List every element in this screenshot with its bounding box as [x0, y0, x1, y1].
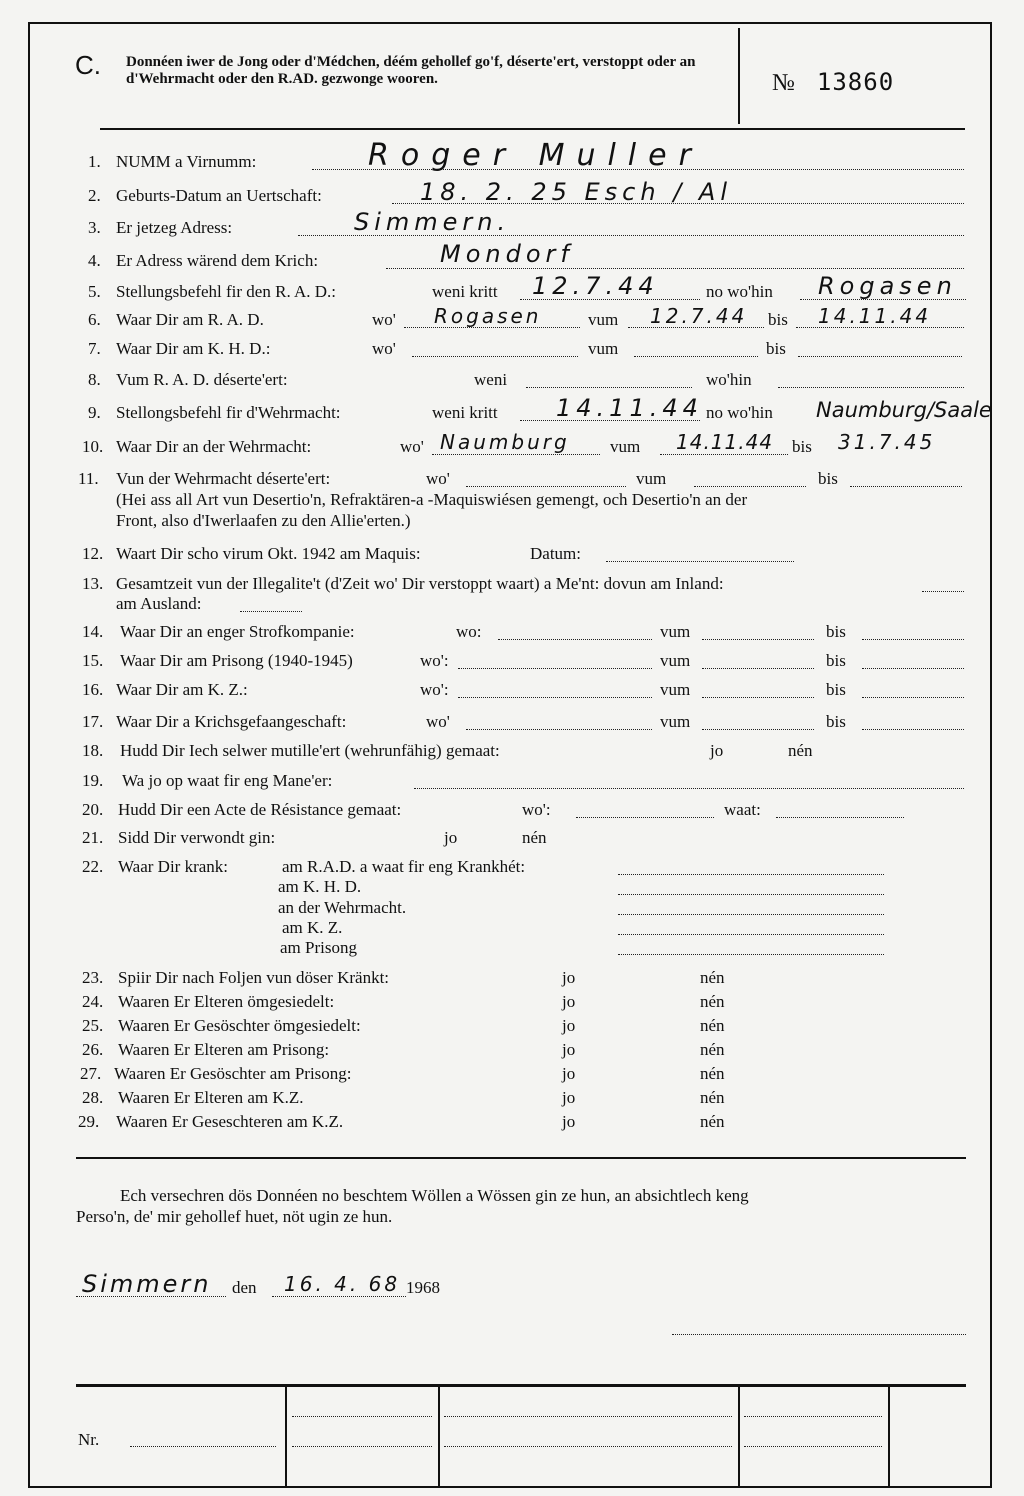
- number-prefix: №: [772, 70, 796, 96]
- kz-from-field[interactable]: [702, 697, 814, 698]
- rad-order-date-value: 12.7.44: [532, 272, 659, 300]
- siblings-resettled-label: Waaren Er Gesöschter ömgesiedelt:: [118, 1016, 361, 1035]
- footer-cell-field[interactable]: [744, 1416, 882, 1417]
- whereto-label: no wo'hin: [706, 282, 773, 301]
- to-label: bis: [792, 437, 812, 456]
- illegality-label: Gesamtzeit vun der Illegalite't (d'Zeit wo' Dir verstoppt waart) a Me'nt: dovun am Inland:: [116, 574, 724, 593]
- nr-field[interactable]: [130, 1446, 276, 1447]
- pow-where-field[interactable]: [466, 729, 652, 730]
- yes-option[interactable]: jo: [444, 828, 458, 847]
- khd-from-field[interactable]: [634, 356, 758, 357]
- footer-divider: [888, 1386, 890, 1486]
- manner-label: Wa jo op waat fir eng Mane'er:: [122, 771, 333, 790]
- no-option[interactable]: nén: [700, 1088, 725, 1107]
- footer-divider: [438, 1386, 440, 1486]
- row-number: 24.: [82, 992, 104, 1011]
- rad-desert-whereto-field[interactable]: [778, 387, 964, 388]
- rad-where-value: Rogasen: [434, 304, 542, 328]
- row-number: 9.: [88, 403, 101, 422]
- yes-option[interactable]: jo: [562, 1040, 576, 1059]
- row-number: 21.: [82, 828, 104, 847]
- rad-to-value: 14.11.44: [818, 304, 932, 328]
- from-label: vum: [636, 469, 667, 488]
- row-number: 2.: [88, 186, 101, 205]
- no-option[interactable]: nén: [700, 1112, 725, 1131]
- to-label: bis: [768, 310, 788, 329]
- illness-khd-label: am K. H. D.: [278, 877, 362, 896]
- birth-value: 18. 2. 25 Esch / Al: [420, 178, 732, 206]
- siblings-kz-label: Waaren Er Geseschteren am K.Z.: [116, 1112, 344, 1131]
- row-number: 29.: [78, 1112, 100, 1131]
- declaration-line1: Ech versechren dös Donnéen no beschtem Wöllen a Wössen gin ze hun, an absichtlech keng: [120, 1186, 749, 1205]
- resistance-label: Hudd Dir een Acte de Résistance gemaat:: [118, 800, 402, 819]
- maquis-label: Waart Dir scho virum Okt. 1942 am Maquis:: [116, 544, 421, 563]
- khd-where-field[interactable]: [412, 356, 578, 357]
- illness-wehrmacht-field[interactable]: [618, 914, 884, 915]
- row-number: 8.: [88, 370, 101, 389]
- no-option[interactable]: nén: [700, 1064, 725, 1083]
- rad-desert-when-field[interactable]: [526, 387, 692, 388]
- illness-prison-field[interactable]: [618, 954, 884, 955]
- row-number: 22.: [82, 857, 104, 876]
- row-number: 25.: [82, 1016, 104, 1035]
- penal-from-field[interactable]: [702, 639, 814, 640]
- whereto-label: no wo'hin: [706, 403, 773, 422]
- yes-option[interactable]: jo: [562, 992, 576, 1011]
- wehrmacht-order-label: Stellongsbefehl fir d'Wehrmacht:: [116, 403, 341, 422]
- resistance-what-field[interactable]: [776, 817, 904, 818]
- yes-option[interactable]: jo: [562, 1064, 576, 1083]
- penal-where-field[interactable]: [498, 639, 652, 640]
- from-label: vum: [660, 712, 691, 731]
- illegality-abroad-field[interactable]: [240, 611, 302, 612]
- form-number: [772, 68, 894, 97]
- header-text: Donnéen iwer de Jong oder d'Médchen, déém gehollef go'f, déserte'ert, verstoppt oder an d'Wehrmacht oder den R.AD. gezwonge wooren.: [126, 54, 696, 87]
- siblings-prison-label: Waaren Er Gesöschter am Prisong:: [114, 1064, 352, 1083]
- row-number: 11.: [78, 469, 99, 488]
- wehrmacht-where-value: Naumburg: [440, 430, 570, 454]
- header-divider: [738, 28, 740, 124]
- footer-cell-field[interactable]: [292, 1446, 432, 1447]
- to-label: bis: [766, 339, 786, 358]
- footer-cell-field[interactable]: [744, 1446, 882, 1447]
- yes-option[interactable]: jo: [562, 1112, 576, 1131]
- penal-company-label: Waar Dir an enger Strofkompanie:: [120, 622, 355, 641]
- number-value: 13860: [816, 68, 895, 96]
- rad-order-place-value: Rogasen: [818, 272, 957, 300]
- illness-kz-field[interactable]: [618, 934, 884, 935]
- where-label: wo':: [522, 800, 551, 819]
- illness-kz-label: am K. Z.: [282, 918, 343, 937]
- row-number: 6.: [88, 310, 101, 329]
- wehrmacht-desert-to-field[interactable]: [850, 486, 962, 487]
- date-label: Datum:: [530, 544, 581, 563]
- no-option[interactable]: nén: [700, 1040, 725, 1059]
- pow-to-field[interactable]: [862, 729, 964, 730]
- consequences-label: Spiir Dir nach Foljen vun döser Kränkt:: [118, 968, 390, 987]
- row-number: 28.: [82, 1088, 104, 1107]
- desertion-note-line2: Front, also d'Iwerlaafen zu den Allie'erten.): [116, 511, 411, 530]
- footer-cell-field[interactable]: [292, 1416, 432, 1417]
- footer-cell-field[interactable]: [444, 1416, 732, 1417]
- maquis-date-field[interactable]: [606, 561, 794, 562]
- address-label: Er jetzeg Adress:: [116, 218, 233, 237]
- received-label: weni kritt: [432, 403, 498, 422]
- prison-from-field[interactable]: [702, 668, 814, 669]
- year-label: 1968: [406, 1278, 440, 1297]
- to-label: bis: [826, 680, 846, 699]
- to-label: bis: [826, 622, 846, 641]
- parents-kz-label: Waaren Er Elteren am K.Z.: [118, 1088, 304, 1107]
- name-label: NUMM a Virnumm:: [116, 152, 257, 171]
- war-address-label: Er Adress wärend dem Krich:: [116, 251, 319, 270]
- war-address-field[interactable]: [386, 268, 964, 269]
- date-field[interactable]: [272, 1296, 406, 1297]
- birth-label: Geburts-Datum an Uertschaft:: [116, 186, 322, 205]
- desertion-note-line1: (Hei ass all Art vun Desertio'n, Refraktären-a -Maquiswiésen gemengt, och Desertio'n an der: [116, 490, 748, 509]
- to-label: bis: [826, 651, 846, 670]
- pow-label: Waar Dir a Krichsgefaangeschaft:: [116, 712, 347, 731]
- row-number: 26.: [82, 1040, 104, 1059]
- declaration-line2: Perso'n, de' mir gehollef huet, nöt ugin ze hun.: [76, 1207, 393, 1226]
- row-number: 19.: [82, 771, 104, 790]
- illness-prison-label: am Prisong: [280, 938, 357, 957]
- received-label: weni kritt: [432, 282, 498, 301]
- row-number: 20.: [82, 800, 104, 819]
- row-number: 14.: [82, 622, 104, 641]
- from-label: vum: [588, 310, 619, 329]
- wehrmacht-order-place-value: Naumburg/Saale: [816, 398, 992, 422]
- address-value: Simmern.: [354, 208, 511, 236]
- no-option[interactable]: nén: [700, 968, 725, 987]
- prison-where-field[interactable]: [458, 668, 652, 669]
- wehrmacht-from-value: 14.11.44: [676, 430, 774, 454]
- wehrmacht-to-value: 31.7.45: [838, 430, 936, 454]
- wehrmacht-desert-label: Vun der Wehrmacht déserte'ert:: [116, 469, 331, 488]
- from-label: vum: [588, 339, 619, 358]
- wehrmacht-label: Waar Dir an der Wehrmacht:: [116, 437, 312, 456]
- resistance-where-field[interactable]: [576, 817, 714, 818]
- where-label: wo:: [456, 622, 482, 641]
- when-label: weni: [474, 370, 508, 389]
- rad-label: Waar Dir am R. A. D.: [116, 310, 264, 329]
- prison-to-field[interactable]: [862, 668, 964, 669]
- row-number: 10.: [82, 437, 104, 456]
- wehrmacht-where-field[interactable]: [432, 454, 600, 455]
- where-label: wo':: [420, 680, 449, 699]
- row-number: 4.: [88, 251, 101, 270]
- parents-resettled-label: Waaren Er Elteren ömgesiedelt:: [118, 992, 335, 1011]
- name-value: Roger Muller: [368, 138, 703, 173]
- from-label: vum: [660, 651, 691, 670]
- rad-order-label: Stellungsbefehl fir den R. A. D.:: [116, 282, 337, 301]
- from-label: vum: [610, 437, 641, 456]
- no-option[interactable]: nén: [788, 741, 813, 760]
- abroad-label: am Ausland:: [116, 594, 202, 613]
- den-label: den: [232, 1278, 257, 1297]
- whereto-label: wo'hin: [706, 370, 752, 389]
- where-label: wo': [426, 469, 450, 488]
- illegality-inland-field[interactable]: [922, 591, 964, 592]
- to-label: bis: [818, 469, 838, 488]
- yes-option[interactable]: jo: [562, 1016, 576, 1035]
- yes-option[interactable]: jo: [710, 741, 724, 760]
- no-option[interactable]: nén: [700, 1016, 725, 1035]
- row-number: 5.: [88, 282, 101, 301]
- where-label: wo': [372, 310, 396, 329]
- where-label: wo': [372, 339, 396, 358]
- parents-prison-label: Waaren Er Elteren am Prisong:: [118, 1040, 330, 1059]
- wehrmacht-order-date-value: 14.11.44: [556, 394, 703, 422]
- row-number: 3.: [88, 218, 101, 237]
- footer-rule: [76, 1384, 966, 1387]
- row-number: 1.: [88, 152, 101, 171]
- kz-where-field[interactable]: [458, 697, 652, 698]
- where-label: wo': [426, 712, 450, 731]
- row-number: 23.: [82, 968, 104, 987]
- yes-option[interactable]: jo: [562, 968, 576, 987]
- row-number: 27.: [80, 1064, 102, 1083]
- row-number: 17.: [82, 712, 104, 731]
- khd-to-field[interactable]: [798, 356, 962, 357]
- what-label: waat:: [724, 800, 761, 819]
- wounded-label: Sidd Dir verwondt gin:: [118, 828, 276, 847]
- no-option[interactable]: nén: [522, 828, 547, 847]
- section-letter: C.: [75, 50, 101, 80]
- footer-divider: [285, 1386, 287, 1486]
- footer-cell-field[interactable]: [444, 1446, 732, 1447]
- manner-field[interactable]: [414, 788, 964, 789]
- date-value: 16. 4. 68: [284, 1272, 401, 1296]
- where-label: wo': [400, 437, 424, 456]
- no-option[interactable]: nén: [700, 992, 725, 1011]
- nr-label: Nr.: [78, 1430, 100, 1449]
- row-number: 7.: [88, 339, 101, 358]
- wehrmacht-desert-from-field[interactable]: [694, 486, 806, 487]
- kz-to-field[interactable]: [862, 697, 964, 698]
- row-number: 16.: [82, 680, 104, 699]
- rad-from-value: 12.7.44: [650, 304, 748, 328]
- from-label: vum: [660, 680, 691, 699]
- header-rule: [100, 128, 965, 130]
- footer-divider: [738, 1386, 740, 1486]
- to-label: bis: [826, 712, 846, 731]
- war-address-value: Mondorf: [440, 240, 574, 268]
- self-mutilation-label: Hudd Dir Iech selwer mutille'ert (wehrunfähig) gemaat:: [120, 741, 500, 760]
- row-number: 13.: [82, 574, 104, 593]
- illness-label: Waar Dir krank:: [118, 857, 229, 876]
- row-number: 18.: [82, 741, 104, 760]
- khd-label: Waar Dir am K. H. D.:: [116, 339, 271, 358]
- section-rule: [76, 1157, 966, 1159]
- illness-rad-label: am R.A.D. a waat fir eng Krankhét:: [282, 857, 526, 876]
- wehrmacht-from-field[interactable]: [660, 454, 788, 455]
- illness-khd-field[interactable]: [618, 894, 884, 895]
- pow-from-field[interactable]: [702, 729, 814, 730]
- where-label: wo':: [420, 651, 449, 670]
- wehrmacht-desert-where-field[interactable]: [466, 486, 626, 487]
- penal-to-field[interactable]: [862, 639, 964, 640]
- row-number: 12.: [82, 544, 104, 563]
- illness-rad-field[interactable]: [618, 874, 884, 875]
- yes-option[interactable]: jo: [562, 1088, 576, 1107]
- prison-label: Waar Dir am Prisong (1940-1945): [120, 651, 353, 670]
- signature-field[interactable]: [672, 1334, 966, 1335]
- row-number: 15.: [82, 651, 104, 670]
- rad-desert-label: Vum R. A. D. déserte'ert:: [116, 370, 288, 389]
- place-value: Simmern: [82, 1270, 212, 1298]
- kz-label: Waar Dir am K. Z.:: [116, 680, 248, 699]
- from-label: vum: [660, 622, 691, 641]
- illness-wehrmacht-label: an der Wehrmacht.: [278, 898, 407, 917]
